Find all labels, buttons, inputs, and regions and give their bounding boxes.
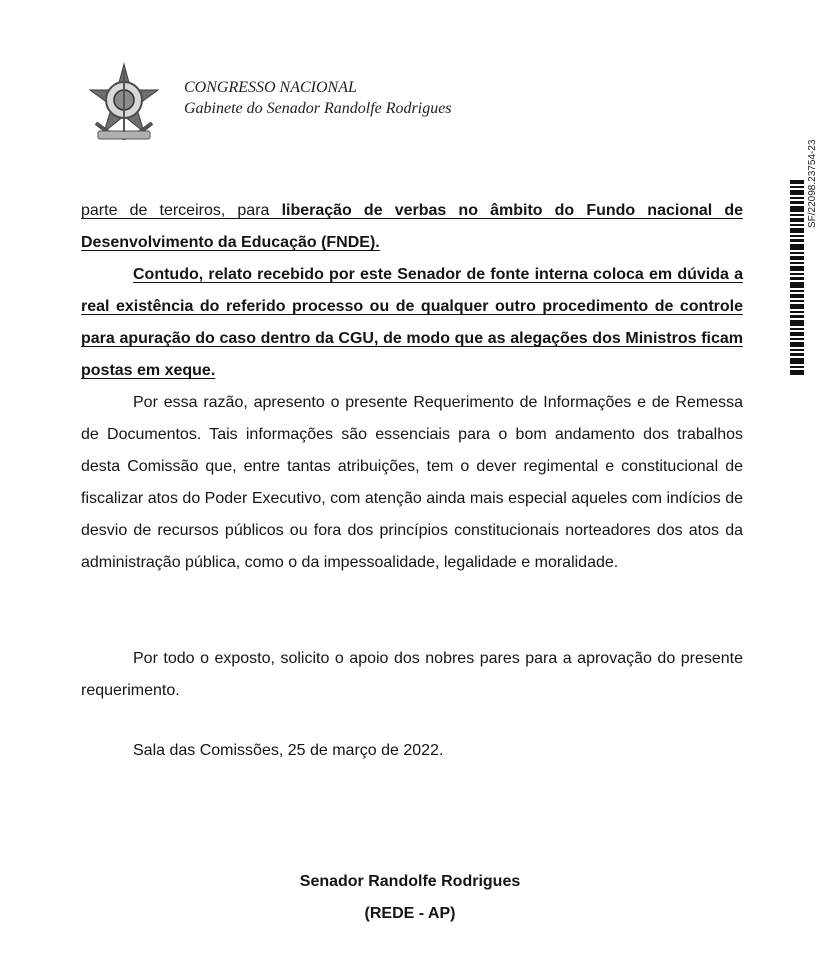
- paragraph-2: Contudo, relato recebido por este Senador de fonte interna coloca em dúvida a real existência do referido processo ou de qualquer outro procedimento de controle para apuração do caso dentro da CGU, de modo que as alegações dos Ministros ficam postas em xeque.: [81, 266, 743, 379]
- brazil-coat-of-arms-icon: [86, 62, 162, 146]
- institution-name: CONGRESSO NACIONAL: [184, 79, 357, 96]
- signature-block: [200, 866, 620, 930]
- place-date: Sala das Comissões, 25 de março de 2022.: [133, 742, 444, 759]
- signer-party: (REDE - AP): [364, 905, 456, 922]
- paragraph-3: Por essa razão, apresento o presente Requerimento de Informações e de Remessa de Documentos. Tais informações são essenciais para o bom andamento dos trabalhos desta Comissão que, entre tantas atribuições, tem o dever regimental e constitucional de fiscalizar atos do Poder Executivo, com atenção ainda mais especial aqueles com indícios de desvio de recursos públicos ou fora dos princípios constitucionais norteadores dos atos da administração pública, como o da impessoalidade, legalidade e moralidade.: [81, 394, 743, 571]
- paragraph-4: Por todo o exposto, solicito o apoio dos nobres pares para a aprovação do presente requerimento.: [81, 650, 743, 699]
- barcode-number: SF/22098.23754-23: [807, 139, 818, 228]
- paragraph-1-text-start: parte de terceiros, para: [81, 202, 282, 219]
- document-header: [0, 0, 829, 170]
- paragraph-1-bold-text: liberação de verbas no âmbito do Fundo nacional de Desenvolvimento da Educação (FNDE).: [81, 202, 743, 251]
- signer-name: Senador Randolfe Rodrigues: [299, 873, 521, 890]
- office-name: Gabinete do Senador Randolfe Rodrigues: [184, 100, 452, 117]
- paragraph-1: [81, 195, 743, 259]
- header-text: [184, 77, 452, 119]
